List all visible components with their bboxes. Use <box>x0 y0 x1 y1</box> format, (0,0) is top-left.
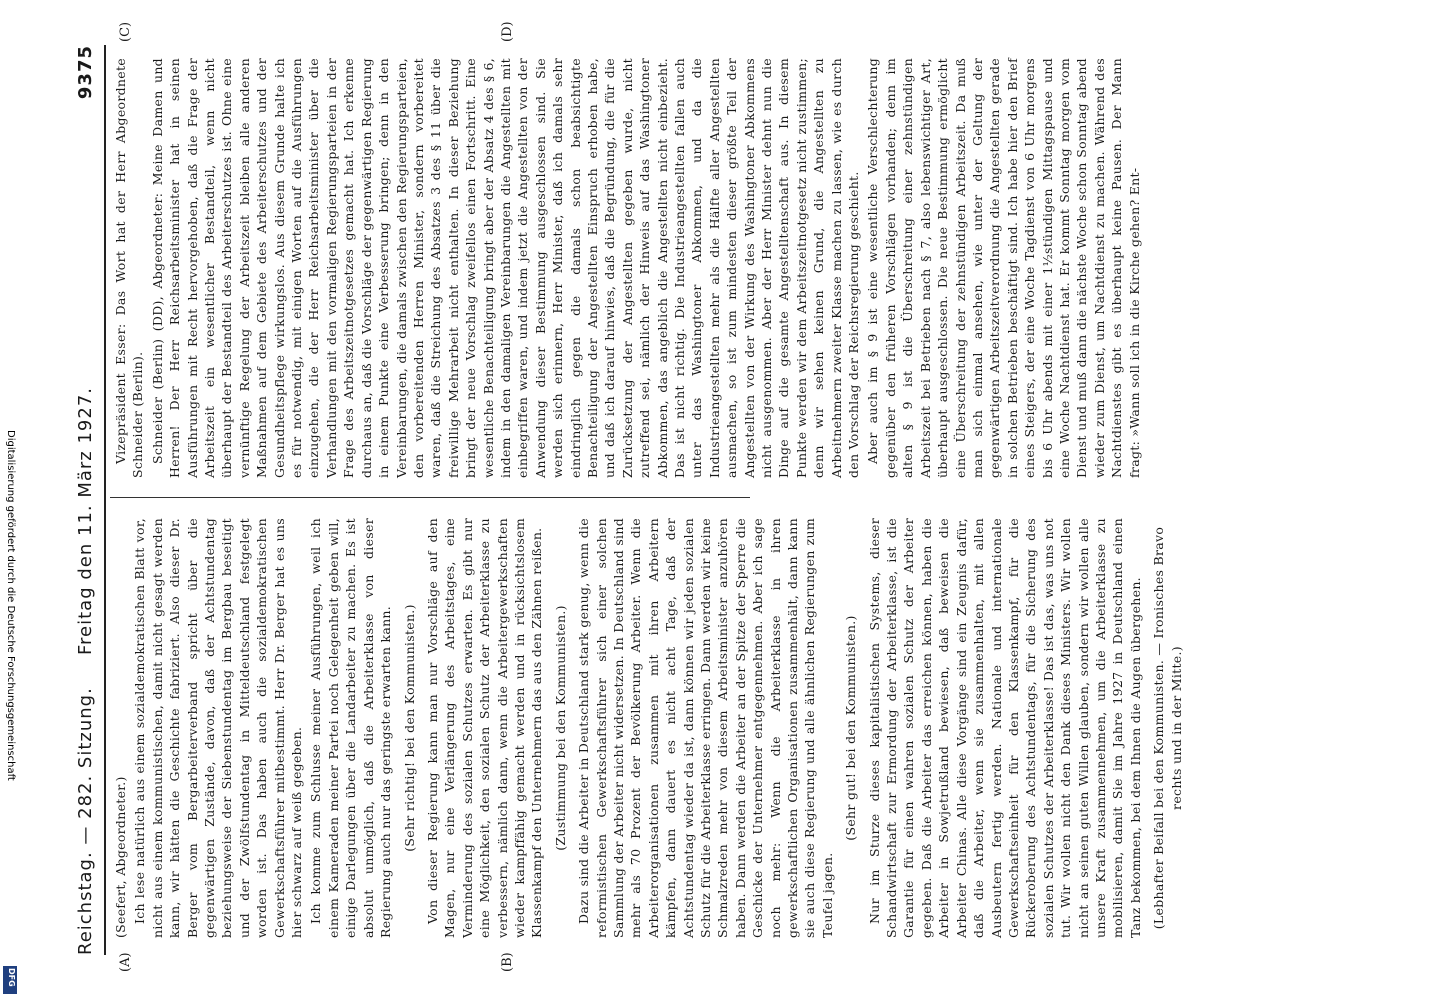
paragraph: Schneider (Berlin) (DD), Abgeordneter: Meine Damen und Herren! Der Herr Reichsarbeitsminister hat in seinen Ausführungen mit Recht hervorgehoben, daß die Frage der Arbeitszeit ein wesentlicher Bestandteil, wenn nicht überhaupt der Bestandteil des Arbeiterschutzes ist. Ohne eine vernünftige Regelung der Arbeitszeit bleiben alle anderen Maßnahmen auf dem Gebiete des Arbeiterschutzes und der Gesundheitspflege wirkungslos. Aus diesem Grunde halte ich es für notwendig, mit einigen Worten auf die Ausführungen einzugehen, die der Herr Reichsarbeitsminister über die Verhandlungen mit den vormaligen Regierungsparteien in der Frage des Arbeitszeitnotgesetzes gemacht hat. Ich erkenne durchaus an, daß die Vorschläge der gegenwärtigen Regierung in einem Punkte eine Verbesserung bringen; denn in den Vereinbarungen, die damals zwischen den Regierungsparteien, den vorbereitenden Herren Minister, sondern vorbereitet waren, daß die Streichung des Absatzes 3 des § 11 über die freiwillige Mehrarbeit nicht enthalten. In dieser Beziehung bringt der neue Vorschlag zweifellos einen Fortschritt. Eine wesentliche Benachteiligung bringt aber der Absatz 4 des § 6, indem in den damaligen Vereinbarungen die Angestellten mit einbegriffen waren, und indem jetzt die Angestellten von der Anwendung dieser Bestimmung ausgeschlossen sind. Sie werden sich erinnern, Herr Minister, daß ich damals sehr eindringlich gegen die damals schon beabsichtigte Benachteiligung der Angestellten Einspruch erhoben habe, und daß ich darauf hinwies, daß die Begründung, die für die Zurücksetzung der Angestellten gegeben wurde, nicht zutreffend sei, nämlich der Hinweis auf das Washingtoner Abkommen, das angeblich die Angestellten nicht einbezieht. Das ist nicht richtig. Die Industrieangestellten fallen auch unter das Washingtoner Abkommen, und da die Industrieangestellten mehr als die Hälfte aller Angestellten ausmachen, so ist zum mindesten dieser größte Teil der Angestellten von der Wirkung des Washingtoner Abkommens nicht ausgenommen. Aber der Herr Minister dehnt nun die Dinge auf die gesamte Angestelltenschaft aus. In diesem Punkte werden wir dem Arbeitszeitnotgesetz nicht zustimmen; denn wir sehen keinen Grund, die Angestellten zu Arbeitnehmern zweiter Klasse machen zu lassen, wie es durch den Vorschlag der Reichsregierung geschieht. <box>149 58 862 478</box>
interjection: (Zustimmung bei den Kommunisten.) <box>552 605 568 851</box>
dfg-logo: DFG <box>3 966 17 994</box>
paragraph: Aber auch im § 9 ist eine wesentliche Verschlechterung gegenüber den früheren Vorschlägen vorhanden; denn im alten § 9 ist die Überschreitung einer zehnstündigen Arbeitszeit bei Betrieben nach § 7, also lebenswichtiger Art, überhaupt ausgeschlossen. Die neue Bestimmung ermöglicht eine Überschreitung der zehnstündigen Arbeitszeit. Da muß man sich einmal ansehen, wie unter der Geltung der gegenwärtigen Arbeitszeitverordnung die Angestellten gerade in solchen Betrieben beschäftigt sind. Ich habe hier den Brief eines Steigers, der eine Woche Tagdienst von 6 Uhr morgens bis 6 Uhr abends mit einer 1½stündigen Mittagspause und eine Woche Nachtdienst hat. Er kommt Sonntag morgen vom Dienst und muß dann die nächste Woche schon Sonntag abend wieder zum Dienst, um Nachtdienst zu machen. Während des Nachtdienstes gibt es überhaupt keine Pausen. Der Mann fragt: »Wann soll ich in die Kirche gehen? Ent- <box>865 58 1142 478</box>
margin-marker-c: (C) <box>118 21 133 42</box>
page-header <box>75 45 105 955</box>
left-column <box>112 518 1191 938</box>
header-session: Reichstag. — 282. Sitzung. <box>75 687 96 955</box>
margin-marker-b: (B) <box>500 952 515 972</box>
interjection: (Sehr gut! bei den Kommunisten.) <box>843 615 859 841</box>
paragraph: Ich komme zum Schlusse meiner Ausführungen, weil ich einem Kameraden meiner Partei noch Gelegenheit geben will, einige Darlegungen über die Landarbeiter zu machen. Es ist absolut unmöglich, daß die Arbeiterklasse von dieser Regierung auch nur das geringste erwarten kann. <box>308 518 394 938</box>
header-date: Freitag den 11. März 1927. <box>75 387 96 655</box>
column-divider <box>110 497 750 498</box>
speaker-line: (Seefert, Abgeordneter.) <box>113 776 128 938</box>
page-number: 9375 <box>75 45 96 100</box>
right-column <box>112 58 1145 478</box>
margin-marker-a: (A) <box>118 952 133 972</box>
paragraph: Dazu sind die Arbeiter in Deutschland stark genug, wenn die reformistischen Gewerkschaftsführer sich einer solchen Sammlung der Arbeiter nicht widersetzen. In Deutschland sind mehr als 70 Prozent der Bevölkerung Arbeiter. Wenn die Arbeiterorganisationen zusammen mit ihren Arbeitern kämpfen, dann dauert es nicht acht Tage, daß der Achtstundentag wieder da ist, dann können wir jeden sozialen Schutz für die Arbeiterklasse erringen. Dann werden wir keine Schmalzreden mehr von diesem Arbeitsminister anzuhören haben. Dann werden die Arbeiter an der Spitze der Sperre die Geschicke der Unternehmer entgegennehmen. Aber ich sage noch mehr: Wenn die Arbeiterklasse in ihren gewerkschaftlichen Organisationen zusammenhält, dann kann sie auch diese Regierung und alle ähnlichen Regierungen zum Teufel jagen. <box>576 518 835 938</box>
header-rule <box>104 45 106 955</box>
paragraph: Von dieser Regierung kann man nur Vorschläge auf den Magen, nur eine Verlängerung des Arbeitstages, eine Verminderung des sozialen Schutzes erwarten. Es gibt nur eine Möglichkeit, den sozialen Schutz der Arbeiterklasse zu verbessern, nämlich dann, wenn die Arbeitergewerkschaften wieder kampffähig gemacht werden und in rücksichtslosem Klassenkampf den Unternehmern das aus den Zähnen reißen. <box>424 518 545 938</box>
paragraph: Nur im Sturze dieses kapitalistischen Systems, dieser Schandwirtschaft zur Ermordung der Arbeiterklasse, ist die Garantie für einen wahren sozialen Schutz der Arbeiter gegeben. Daß die Arbeiter das erreichen können, haben die Arbeiter in Sowjetrußland bewiesen, daß beweisen die Arbeiter Chinas. Alle diese Vorgänge sind ein Zeugnis dafür, daß die Arbeiter, wenn sie zusammenhalten, mit allen Ausbeutern fertig werden. Nationale und internationale Gewerkschaftseinheit für den Klassenkampf, für die Rückeroberung des Achtstundentags, für die Sicherung des sozialen Schutzes der Arbeiterklasse! Das ist das, was uns not tut. Wir wollen nicht den Dank dieses Ministers. Wir wollen nicht an seinen guten Willen glauben, sondern wir wollen alle unsere Kraft zusammennehmen, um die Arbeiterklasse zu mobilisieren, damit Sie im Jahre 1927 in Deutschland einen Tanz bekommen, bei dem Ihnen die Augen übergehen. <box>866 518 1143 938</box>
interjection: (Sehr richtig! bei den Kommunisten.) <box>401 604 417 852</box>
margin-marker-d: (D) <box>500 21 515 42</box>
paragraph: Vizepräsident Esser: Das Wort hat der Herr Abgeordnete Schneider (Berlin). <box>113 58 146 478</box>
digitization-note: Digitalisierung gefördert durch die Deutsche Forschungsgemeinschaft <box>5 430 16 781</box>
interjection: (Lebhafter Beifall bei den Kommunisten. — Ironisches Bravo rechts und in der Mitte.) <box>1151 526 1184 930</box>
paragraph: Ich lese natürlich aus einem sozialdemokratischen Blatt vor, nicht aus einem kommunistischen, damit nicht gesagt werden kann, wir hätten die Geschichte fabriziert. Also dieser Dr. Berger vom Bergarbeiterverband spricht über die gegenwärtigen Zustände, davon, daß der Achtstundentag beziehungsweise der Siebenstundentag im Bergbau beseitigt und der Zwölfstundentag in Mitteldeutschland festgelegt worden ist. Das haben auch die sozialdemokratischen Gewerkschaftsführer mitbestimmt. Herr Dr. Berger hat es uns hier schwarz auf weiß gegeben. <box>132 518 305 938</box>
